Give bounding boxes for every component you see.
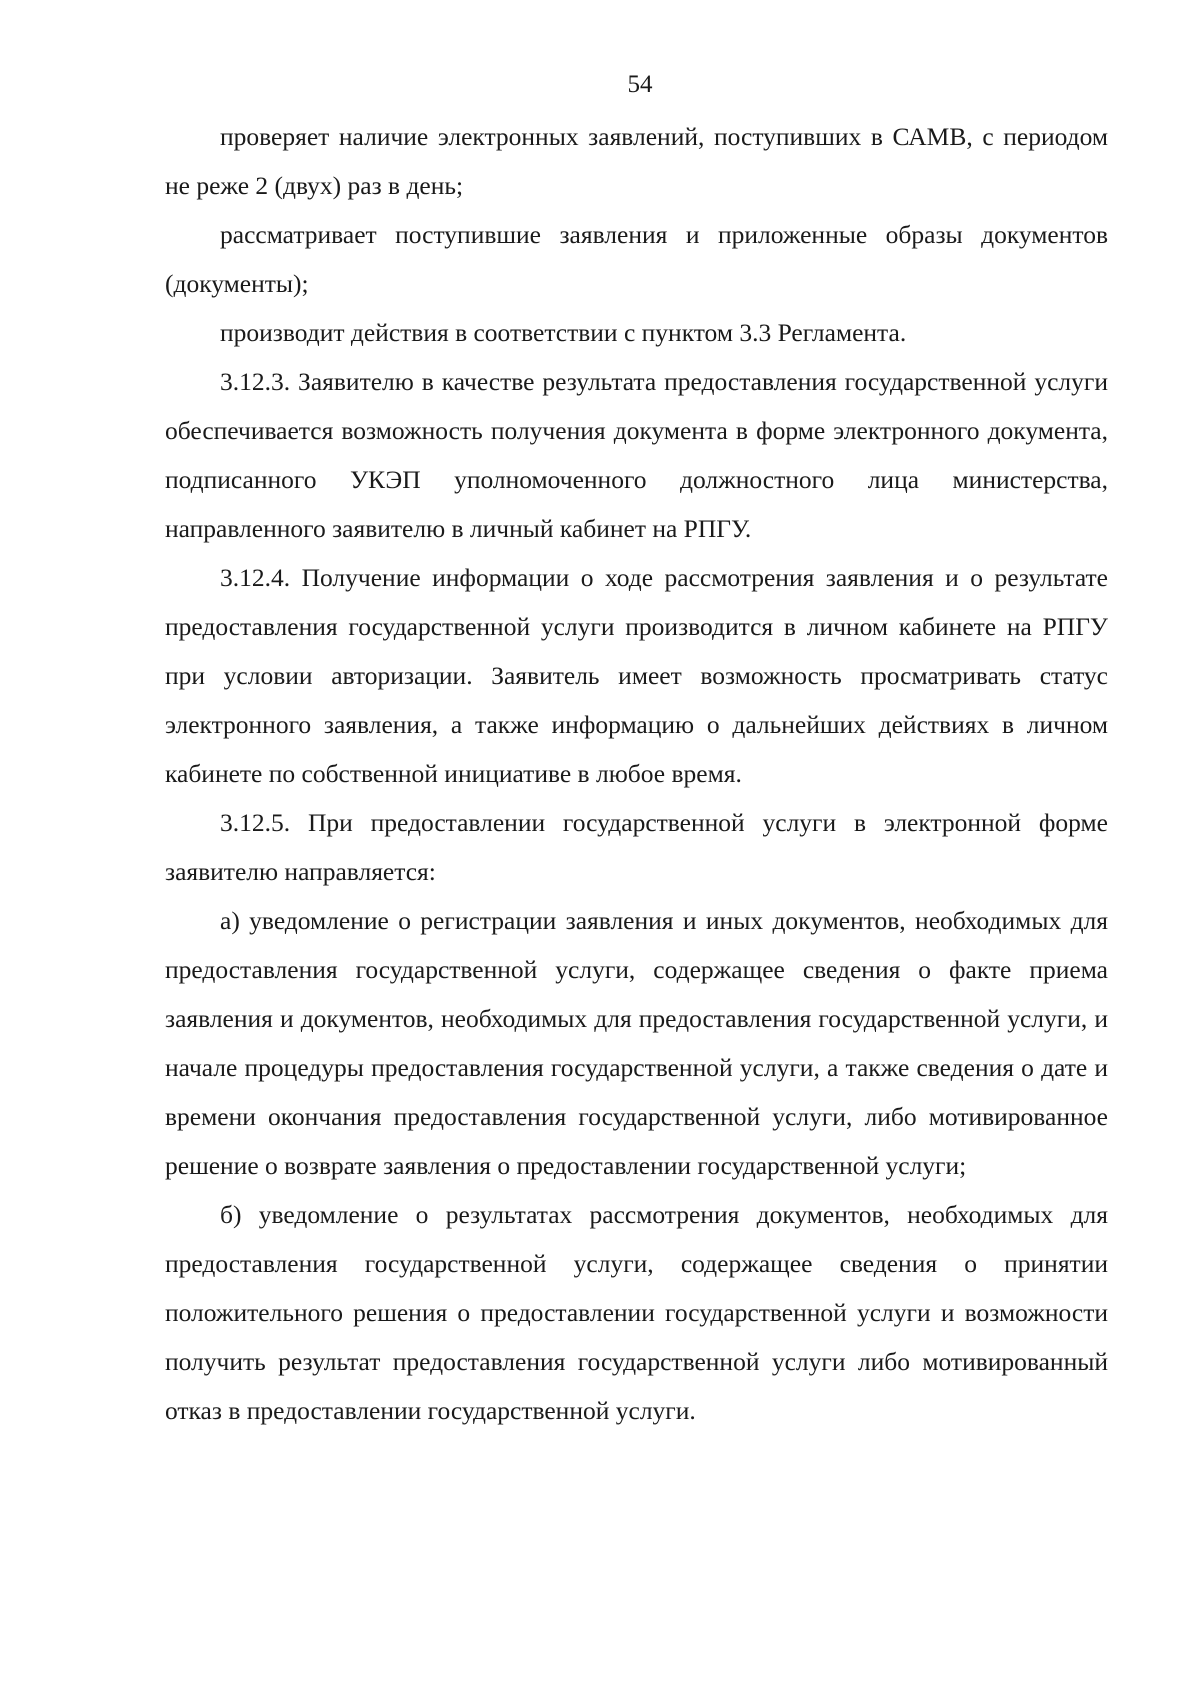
paragraph-check-applications: проверяет наличие электронных заявлений, поступивших в САМВ, с периодом не реже 2 (двух) раз в день; (165, 122, 1108, 200)
paragraph-perform-actions: производит действия в соответствии с пунктом 3.3 Регламента. (220, 318, 907, 347)
paragraph-3-12-5: 3.12.5. При предоставлении государственной услуги в электронной форме заявителю направляется: (165, 808, 1108, 886)
paragraph-3-12-3: 3.12.3. Заявителю в качестве результата предоставления государственной услуги обеспечивается возможность получения документа в форме электронного документа, подписанного УКЭП уполномоченного должностного лица министерства, направленного заявителю в личный кабинет на РПГУ. (165, 367, 1108, 543)
paragraph-item-b: б) уведомление о результатах рассмотрения документов, необходимых для предоставления государственной услуги, содержащее сведения о принятии положительного решения о предоставлении государственной услуги и возможности получить результат предоставления государственной услуги либо мотивированный отказ в предоставлении государственной услуги. (165, 1200, 1108, 1425)
body-text (165, 112, 1108, 1435)
page-number: 54 (627, 71, 653, 98)
paragraph-review-applications: рассматривает поступившие заявления и приложенные образы документов (документы); (165, 220, 1108, 298)
paragraph-item-a: а) уведомление о регистрации заявления и иных документов, необходимых для предоставления государственной услуги, содержащее сведения о факте приема заявления и документов, необходимых для предоставления государственной услуги, и начале процедуры предоставления государственной услуги, а также сведения о дате и времени окончания предоставления государственной услуги, либо мотивированное решение о возврате заявления о предоставлении государственной услуги; (165, 906, 1108, 1180)
paragraph-3-12-4: 3.12.4. Получение информации о ходе рассмотрения заявления и о результате предоставления государственной услуги производится в личном кабинете на РПГУ при условии авторизации. Заявитель имеет возможность просматривать статус электронного заявления, а также информацию о дальнейших действиях в личном кабинете по собственной инициативе в любое время. (165, 563, 1108, 788)
